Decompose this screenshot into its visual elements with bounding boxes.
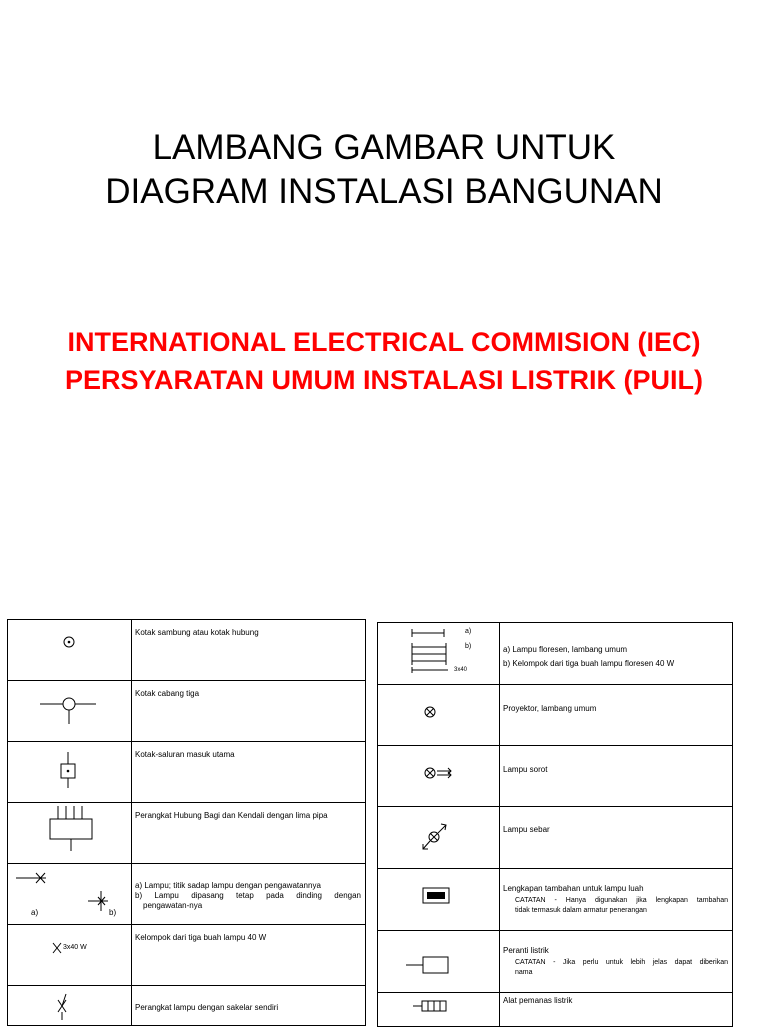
table-cell-text bbox=[132, 742, 366, 803]
row-text: Perangkat lampu dengan sakelar sendiri bbox=[135, 1003, 279, 1012]
table-row bbox=[8, 742, 366, 803]
row-text: Perangkat Hubung Bagi dan Kendali dengan lima pipa bbox=[135, 811, 328, 820]
table-row bbox=[378, 807, 733, 869]
table-cell-text bbox=[500, 931, 733, 993]
table-cell-text bbox=[132, 620, 366, 681]
lamp-outlet-icon bbox=[8, 864, 132, 925]
electric-heater-icon bbox=[378, 993, 500, 1027]
row-text: Peranti listrik bbox=[503, 946, 549, 955]
lamp-group-icon bbox=[8, 925, 132, 986]
junction-box-icon bbox=[8, 620, 132, 681]
row-text: Lampu sebar bbox=[503, 825, 550, 834]
table-row bbox=[378, 931, 733, 993]
table-row bbox=[378, 869, 733, 931]
row-text: Alat pemanas listrik bbox=[503, 996, 573, 1005]
right-symbol-table bbox=[377, 622, 733, 1027]
row-text: Kotak-saluran masuk utama bbox=[135, 750, 235, 759]
row-text: Kotak sambung atau kotak hubung bbox=[135, 628, 259, 637]
subtitle-line-2: PERSYARATAN UMUM INSTALASI LISTRIK (PUIL) bbox=[65, 365, 703, 395]
label-c: 3x40 bbox=[454, 667, 468, 673]
table-row bbox=[8, 681, 366, 742]
row-text-b2: pengawatan-nya bbox=[143, 901, 203, 910]
table-cell-text bbox=[132, 803, 366, 864]
table-row bbox=[378, 685, 733, 746]
floodlight-icon bbox=[378, 807, 500, 869]
label-b: b) bbox=[109, 908, 117, 917]
table-row bbox=[378, 623, 733, 685]
auxiliary-equipment-icon bbox=[378, 869, 500, 931]
table-cell-text bbox=[132, 864, 366, 925]
table-cell-text bbox=[500, 623, 733, 685]
electrical-appliance-icon bbox=[378, 931, 500, 993]
table-cell-text bbox=[132, 925, 366, 986]
title-line-1: LAMBANG GAMBAR UNTUK bbox=[152, 128, 616, 167]
label-a: a) bbox=[465, 628, 472, 635]
label-a: a) bbox=[31, 908, 39, 917]
distribution-board-icon bbox=[8, 803, 132, 864]
three-way-box-icon bbox=[8, 681, 132, 742]
projector-icon bbox=[378, 685, 500, 746]
fluorescent-lamp-icon bbox=[378, 623, 500, 685]
table-cell-text bbox=[132, 986, 366, 1026]
page-title bbox=[0, 126, 768, 214]
left-symbol-table bbox=[7, 619, 366, 1026]
table-row bbox=[8, 620, 366, 681]
row-text-b1: b) Lampu dipasang tetap pada dinding dengan bbox=[135, 891, 361, 900]
row-note-2: tidak termasuk dalam armatur penerangan bbox=[515, 907, 647, 914]
table-row bbox=[378, 993, 733, 1027]
table-cell-text bbox=[132, 681, 366, 742]
table-cell-text bbox=[500, 869, 733, 931]
table-cell-text bbox=[500, 807, 733, 869]
row-text: Lengkapan tambahan untuk lampu luah bbox=[503, 884, 644, 893]
main-inlet-box-icon bbox=[8, 742, 132, 803]
lamp-with-switch-icon bbox=[8, 986, 132, 1026]
table-row bbox=[8, 864, 366, 925]
row-text: Lampu sorot bbox=[503, 765, 548, 774]
lamp-group-label: 3x40 W bbox=[63, 944, 87, 951]
row-text-a: a) Lampu floresen, lambang umum bbox=[503, 645, 628, 654]
row-note-2: nama bbox=[515, 969, 533, 976]
row-text: Kotak cabang tiga bbox=[135, 689, 200, 698]
table-row bbox=[8, 986, 366, 1026]
subtitle-line-1: INTERNATIONAL ELECTRICAL COMMISION (IEC) bbox=[67, 327, 701, 357]
row-note-1: CATATAN - Hanya digunakan jika lengkapan tambahan bbox=[515, 897, 728, 904]
page-subtitle bbox=[0, 323, 768, 399]
table-row bbox=[378, 746, 733, 807]
table-cell-text bbox=[500, 746, 733, 807]
table-row bbox=[8, 925, 366, 986]
table-row bbox=[8, 803, 366, 864]
title-line-2: DIAGRAM INSTALASI BANGUNAN bbox=[105, 172, 663, 211]
label-b: b) bbox=[465, 643, 472, 650]
row-text: Kelompok dari tiga buah lampu 40 W bbox=[135, 933, 267, 942]
spotlight-icon bbox=[378, 746, 500, 807]
row-text-a: a) Lampu; titik sadap lampu dengan pengawatannya bbox=[135, 881, 321, 890]
row-text-b: b) Kelompok dari tiga buah lampu floresen 40 W bbox=[503, 659, 675, 668]
row-note-1: CATATAN - Jika perlu untuk lebih jelas dapat diberikan bbox=[515, 959, 728, 966]
table-cell-text bbox=[500, 685, 733, 746]
table-cell-text bbox=[500, 993, 733, 1027]
row-text: Proyektor, lambang umum bbox=[503, 704, 597, 713]
